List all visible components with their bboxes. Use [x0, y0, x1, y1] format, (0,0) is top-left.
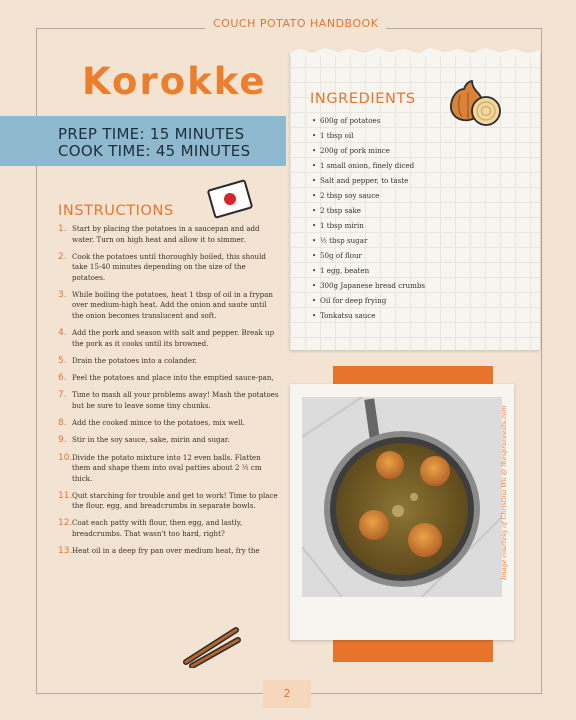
instruction-step — [58, 373, 280, 384]
ingredient-item — [312, 115, 425, 130]
recipe-title: Korokke — [82, 60, 267, 103]
cook-time: COOK TIME: 45 MINUTES — [58, 142, 251, 160]
bullet-icon: • — [312, 312, 317, 320]
instruction-step — [58, 453, 280, 485]
ingredient-item — [312, 160, 425, 175]
ingredient-item — [312, 235, 425, 250]
chopsticks-icon — [180, 622, 242, 668]
step-text: Quit starching for trouble and get to work! Time to place the flour, egg, and breadcrumbs in separate bowls. — [72, 490, 278, 511]
ingredient-item — [312, 205, 425, 220]
ingredient-text: ½ tbsp sugar — [320, 236, 368, 245]
instruction-step — [58, 418, 280, 429]
korokke-frying-photo — [302, 397, 502, 597]
step-text: Divide the potato mixture into 12 even balls. Flatten them and shape them into oval patties about 2 ½ cm thick. — [72, 452, 262, 483]
ingredient-text: 600g of potatoes — [320, 116, 381, 125]
onion-icon — [446, 77, 504, 131]
step-number: 9. — [58, 435, 67, 446]
photo-credit: Image courtesy of Christina Wu @ thespruceeats.com — [500, 405, 508, 580]
ingredient-text: 50g of flour — [320, 251, 362, 260]
instruction-step — [58, 435, 280, 446]
step-text: While boiling the potatoes, heat 1 tbsp of oil in a frypan over medium-high heat. Add the onion and saute until the onion becomes translucent and soft. — [72, 289, 273, 320]
instruction-step — [58, 252, 280, 284]
page-number: 2 — [263, 680, 311, 708]
step-number: 3. — [58, 289, 67, 300]
ingredient-text: 1 small onion, finely diced — [320, 161, 415, 170]
instruction-step — [58, 390, 280, 411]
instruction-step — [58, 290, 280, 322]
ingredients-list — [312, 115, 425, 325]
ingredient-item — [312, 220, 425, 235]
ingredient-item — [312, 190, 425, 205]
ingredient-item — [312, 295, 425, 310]
instruction-step — [58, 546, 280, 557]
bullet-icon: • — [312, 147, 317, 155]
step-text: Add the pork and season with salt and pepper. Break up the pork as it cooks until its browned. — [72, 327, 275, 348]
step-text: Start by placing the potatoes in a saucepan and add water. Turn on high heat and allow it to simmer. — [72, 224, 260, 244]
ingredient-item — [312, 265, 425, 280]
bullet-icon: • — [312, 237, 317, 245]
handbook-title: COUCH POTATO HANDBOOK — [205, 17, 386, 30]
ingredient-item — [312, 280, 425, 295]
bullet-icon: • — [312, 117, 317, 125]
ingredient-text: 300g Japanese bread crumbs — [320, 281, 426, 290]
bullet-icon: • — [312, 132, 317, 140]
step-number: 6. — [58, 372, 67, 383]
instructions-list — [58, 224, 280, 563]
step-number: 2. — [58, 251, 67, 262]
ingredient-text: 2 tbsp soy sauce — [320, 191, 380, 200]
step-text: Heat oil in a deep fry pan over medium heat, fry the — [72, 545, 260, 555]
bullet-icon: • — [312, 207, 317, 215]
instruction-step — [58, 328, 280, 349]
instruction-step — [58, 518, 280, 539]
ingredient-text: 1 tbsp mirin — [320, 221, 364, 230]
bullet-icon: • — [312, 297, 317, 305]
step-number: 4. — [58, 327, 67, 338]
step-text: Cook the potatoes until thoroughly boiled, this should take 15-40 minutes depending on the size of the potatoes. — [72, 251, 266, 282]
step-text: Drain the potatoes into a colander. — [72, 355, 197, 365]
bullet-icon: • — [312, 282, 317, 290]
ingredient-item — [312, 175, 425, 190]
ingredient-text: Salt and pepper, to taste — [320, 176, 409, 185]
ingredient-item — [312, 145, 425, 160]
step-number: 5. — [58, 355, 67, 366]
instruction-step — [58, 356, 280, 367]
bullet-icon: • — [312, 192, 317, 200]
time-band — [0, 116, 286, 166]
ingredient-text: 1 tbsp oil — [320, 131, 354, 140]
bullet-icon: • — [312, 267, 317, 275]
ingredients-heading: INGREDIENTS — [310, 91, 416, 107]
bullet-icon: • — [312, 222, 317, 230]
ingredient-item — [312, 130, 425, 145]
ingredient-text: Oil for deep frying — [320, 296, 387, 305]
instruction-step — [58, 491, 280, 512]
step-number: 12. — [58, 518, 73, 529]
step-text: Peel the potatoes and place into the emptied sauce-pan, — [72, 372, 274, 382]
ingredient-text: 200g of pork mince — [320, 146, 390, 155]
bullet-icon: • — [312, 252, 317, 260]
ingredient-text: Tonkatsu sauce — [320, 311, 376, 320]
instruction-step — [58, 224, 280, 245]
step-number: 8. — [58, 417, 67, 428]
step-text: Time to mash all your problems away! Mash the potatoes but be sure to leave some tiny chunks. — [72, 390, 279, 410]
ingredient-text: 1 egg, beaten — [320, 266, 370, 275]
step-number: 11. — [58, 490, 73, 501]
step-text: Coat each patty with flour, then egg, and lastly, breadcrumbs. That wasn't too hard, right? — [72, 518, 243, 538]
bullet-icon: • — [312, 162, 317, 170]
step-text: Add the cooked mince to the potatoes, mix well. — [72, 417, 246, 427]
instructions-heading: INSTRUCTIONS — [58, 203, 174, 219]
step-number: 13. — [58, 545, 73, 556]
ingredient-item — [312, 310, 425, 325]
step-number: 1. — [58, 224, 67, 234]
ingredient-text: 2 tbsp sake — [320, 206, 361, 215]
step-text: Stir in the soy sauce, sake, mirin and sugar. — [72, 435, 230, 445]
step-number: 7. — [58, 390, 67, 401]
step-number: 10. — [58, 452, 73, 463]
bullet-icon: • — [312, 177, 317, 185]
ingredient-item — [312, 250, 425, 265]
prep-time: PREP TIME: 15 MINUTES — [58, 125, 245, 143]
